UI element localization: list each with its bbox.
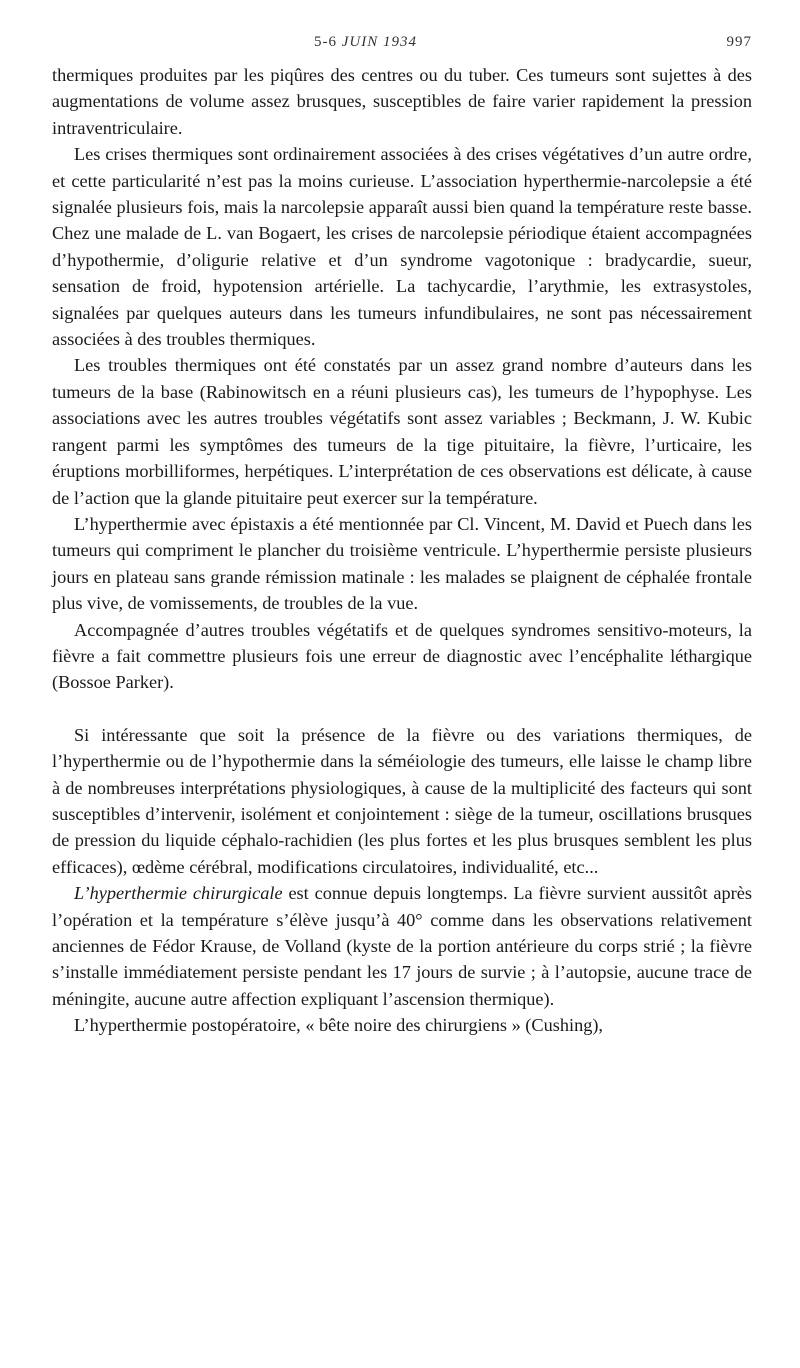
body-text (52, 62, 752, 1039)
paragraph-3: Les troubles thermiques ont été constatés par un assez grand nombre d’auteurs dans les tumeurs de la base (Rabinowitsch en a réuni plusieurs cas), les tumeurs de l’hypophyse. Les associations avec les autres troubles végétatifs sont assez variables ; Beckmann, J. W. Kubic rangent parmi les symptômes des tumeurs de la tige pituitaire, la fièvre, l’urticaire, les éruptions morbilliformes, herpétiques. L’interprétation de ces observations est délicate, à cause de l’action que la glande pituitaire peut exercer sur la température. (52, 355, 752, 508)
page-number: 997 (726, 34, 752, 50)
paragraph-8: L’hyperthermie postopératoire, « bête noire des chirurgiens » (Cushing), (74, 1015, 604, 1036)
paragraph-5: Accompagnée d’autres troubles végétatifs et de quelques syndromes sensitivo-moteurs, la fièvre a fait commettre plusieurs fois une erreur de diagnostic avec l’encéphalite léthargique (Bossoe Parker). (52, 619, 752, 693)
paragraph-6: Si intéressante que soit la présence de la fièvre ou des variations thermiques, de l’hyperthermie ou de l’hypothermie dans la séméiologie des tumeurs, elle laisse le champ libre à de nombreuses interprétations physiologiques, à cause de la multiplicité des facteurs qui sont susceptibles d’intervenir, isolément et conjointement : siège de la tumeur, oscillations brusques de pression du liquide céphalo-rachidien (les plus fortes et les plus brusques semblent les plus efficaces), œdème cérébral, modifications circulatoires, individualité, etc... (52, 724, 752, 877)
header-date-prefix: 5-6 (314, 34, 342, 50)
paragraph-7 (52, 880, 752, 1012)
header-date (314, 34, 417, 51)
paragraph-1: thermiques produites par les piqûres des centres ou du tuber. Ces tumeurs sont sujettes à des augmentations de volume assez brusques, susceptibles de faire varier rapidement la pression intraventriculaire. (52, 65, 752, 138)
paragraph-4: L’hyperthermie avec épistaxis a été mentionnée par Cl. Vincent, M. David et Puech dans les tumeurs qui compriment le plancher du troisième ventricule. L’hyperthermie persiste plusieurs jours en plateau sans grande rémission matinale : les malades se plaignent de céphalée frontale plus vive, de vomissements, de troubles de la vue. (52, 513, 752, 614)
paragraph-2: Les crises thermiques sont ordinairement associées à des crises végétatives d’un autre ordre, et cette particularité n’est pas la moins curieuse. L’association hyperthermie-narcolepsie a été signalée plusieurs fois, mais la narcolepsie apparaît aussi bien quand la température reste basse. Chez une malade de L. van Bogaert, les crises de narcolepsie périodique étaient accompagnées d’hypothermie, d’oligurie relative et d’un syndrome vagotonique : bradycardie, sueur, sensation de froid, hypotension artérielle. La tachycardie, l’arythmie, les extrasystoles, signalées par quelques auteurs dans les tumeurs infundibulaires, ne sont pas nécessairement associées à des troubles thermiques. (52, 144, 752, 350)
paragraph-7-italic-lead: L’hyperthermie chirurgicale (74, 883, 283, 904)
running-header (52, 34, 752, 56)
header-date-month-year: JUIN 1934 (341, 34, 417, 50)
paragraph-7-text: est connue depuis longtemps. La fièvre survient aussitôt après l’opération et la température s’élève jusqu’à 40° comme dans les observations relativement anciennes de Fédor Krause, de Volland (kyste de la portion antérieure du corps strié ; la fièvre s’installe immédiatement persiste pendant les 17 jours de survie ; à l’autopsie, aucune trace de méningite, aucune autre affection expliquant l’ascension thermique). (52, 883, 753, 1009)
